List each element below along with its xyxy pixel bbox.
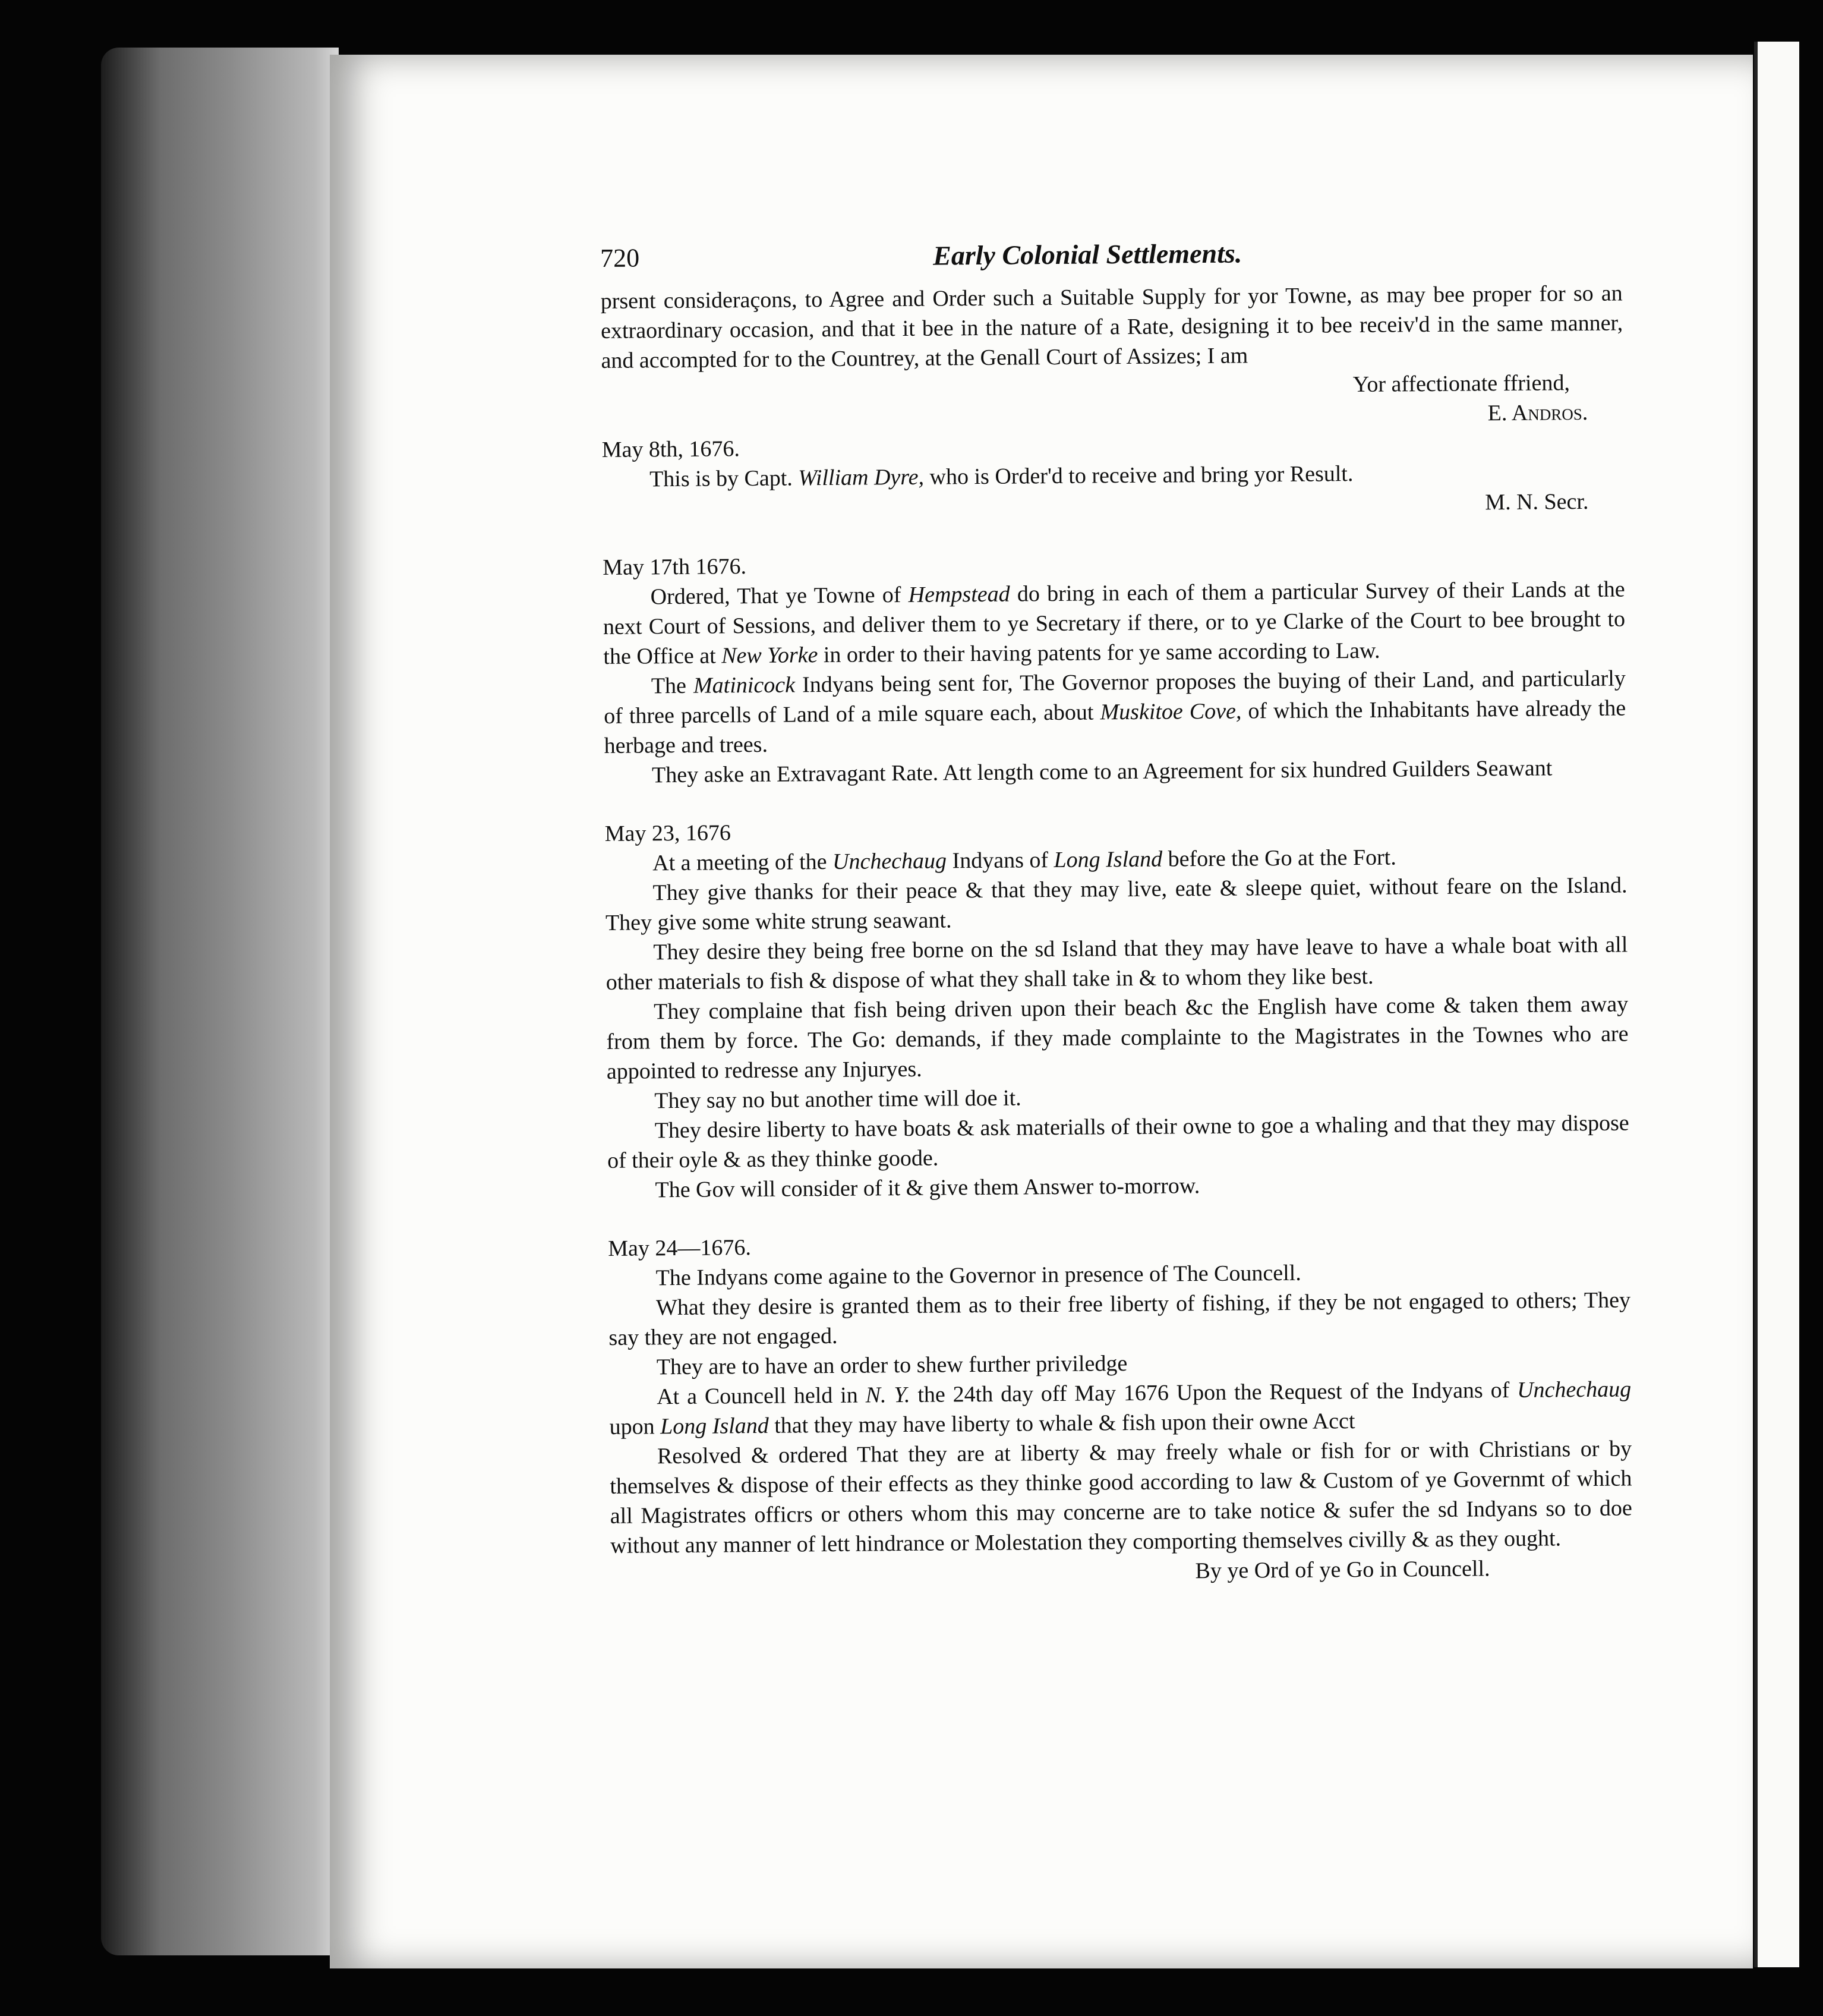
next-page-edge — [1754, 42, 1799, 1967]
entry-may-23-para: They complaine that fish being driven upon their beach &c the English have come & taken them away from them by force. The Go: demands, if they made complainte to the Magistrates in the Townes who are appointed to redresse any Injuryes. — [606, 991, 1629, 1084]
entry-may-23-para: The Gov will consider of it & give them Answer to-morrow. — [655, 1173, 1200, 1203]
running-head: Early Colonial Settlements. — [932, 238, 1242, 271]
entry-may-23-para: They desire liberty to have boats & ask materialls of their owne to goe a whaling and that they may dispose of their oyle & as they thinke goode. — [607, 1110, 1629, 1173]
entry-may-24-para: They are to have an order to shew further priviledge — [656, 1351, 1128, 1380]
entry-may-23-para: They desire they being free borne on the sd Island that they may have leave to have a whale boat with all other materials to fish & dispose of what they shall take in & to whom they like best. — [605, 932, 1628, 995]
signature-andros: E. Andros. — [1487, 399, 1588, 426]
signature-secretary: M. N. Secr. — [1485, 489, 1589, 515]
name-william-dyre: William Dyre, — [798, 464, 925, 491]
entry-may-24-para: What they desire is granted them as to their free liberty of fishing, if they be not engaged to others; They say they are not engaged. — [608, 1287, 1631, 1350]
entry-may-17-matinicock: The Matinicock Indyans being sent for, The Governor proposes the buying of their Land, and particularly of three parcells of Land of a mile square each, about Muskitoe Cove, of which the Inhabitants have already the herbage and trees. — [604, 666, 1626, 758]
entry-date-may-8: May 8th, 1676. — [601, 436, 740, 462]
page-number: 720 — [600, 243, 640, 273]
salutation: Yor affectionate ffriend, — [1352, 370, 1570, 398]
continuation-paragraph: prsent consideraçons, to Agree and Order such a Suitable Supply for yor Towne, as may bee proper for so an extraordinary occasion, and that it bee in the nature of a Rate, designing it to bee receiv'd in the same manner, and accompted for to the Countrey, at the Genall Court of Assizes; I am — [600, 281, 1623, 373]
entry-may-24-para: The Indyans come againe to the Governor in presence of The Councell. — [655, 1260, 1301, 1291]
entry-may-23-para: They say no but another time will doe it. — [654, 1085, 1021, 1114]
entry-date-may-23: May 23, 1676 — [604, 820, 731, 846]
book-edge — [101, 48, 339, 1955]
closing-order: By ye Ord of ye Go in Councell. — [1195, 1556, 1490, 1584]
entry-date-may-17: May 17th 1676. — [603, 554, 747, 580]
entry-may-8-text: This is by Capt. William Dyre, who is Order'd to receive and bring yor Result. — [649, 461, 1354, 492]
page-text — [600, 235, 1633, 1590]
entry-date-may-24: May 24—1676. — [608, 1235, 752, 1261]
entry-may-17-order: Ordered, That ye Towne of Hempstead do bring in each of them a particular Survey of their Lands at the next Court of Sessions, and deliver them to ye Secretary if there, or to ye Clarke of the Court to bee brought to the Office at New Yorke in order to their having patents for ye same according to Law. — [603, 577, 1626, 669]
entry-may-24-council: At a Councell held in N. Y. the 24th day off May 1676 Upon the Request of the Indyans of Unchechaug upon Long Island that they may have liberty to whale & fish upon their owne Acct — [609, 1376, 1632, 1439]
entry-may-23-para: They give thanks for their peace & that they may live, eate & sleepe quiet, without feare on the Island. They give some white strung seawant. — [605, 872, 1628, 935]
page-header — [600, 235, 1622, 279]
entry-may-23-meeting: At a meeting of the Unchechaug Indyans of Long Island before the Go at the Fort. — [652, 845, 1396, 876]
entry-may-17-rate: They aske an Extravagant Rate. Att length come to an Agreement for six hundred Guilders Seawant — [651, 755, 1553, 788]
entry-may-24-resolution: Resolved & ordered That they are at liberty & may freely whale or fish for or with Christians or by themselves & dispose of their effects as they thinke good according to law & Custom of ye Governmt of which all Magistrates officrs or others whom this may concerne are to take notice & sufer the sd Indyans so to doe without any manner of lett hindrance or Molestation they comporting themselves civilly & as they ought. — [610, 1436, 1632, 1558]
